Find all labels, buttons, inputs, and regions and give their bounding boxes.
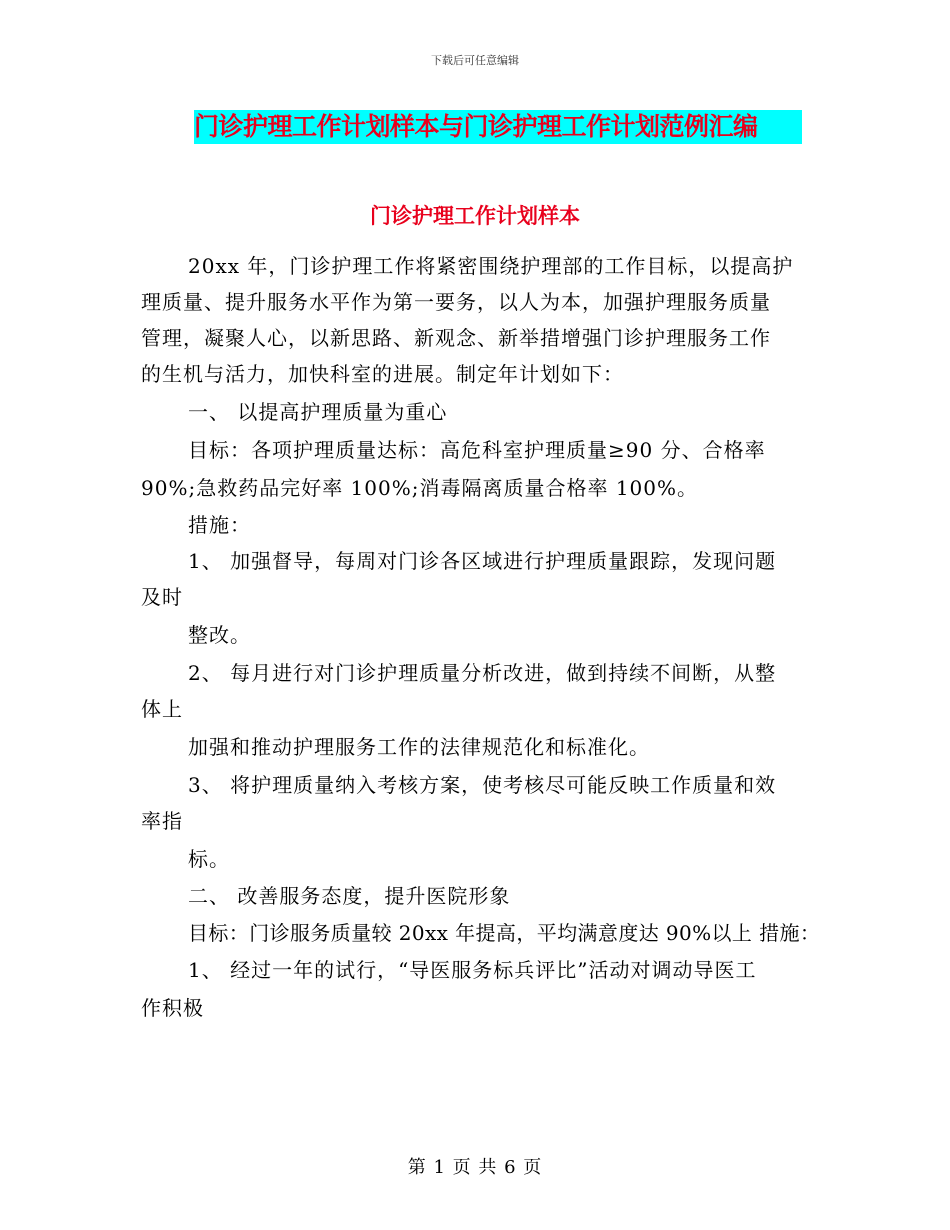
header-note: 下载后可任意编辑	[431, 54, 519, 67]
section-title: 门诊护理工作计划样本	[370, 203, 580, 228]
paragraph-line: 标。	[188, 847, 230, 871]
paragraph-line: 整改。	[188, 623, 251, 647]
paragraph-line: 目标：门诊服务质量较 20xx 年提高，平均满意度达 90%以上 措施：	[188, 921, 821, 945]
paragraph-line: 率指	[141, 809, 183, 833]
paragraph-line: 的生机与活力，加快科室的进展。制定年计划如下：	[141, 362, 624, 386]
paragraph-line: 理质量、提升服务水平作为第一要务，以人为本，加强护理服务质量	[141, 290, 771, 314]
paragraph-line: 90%;急救药品完好率 100%;消毒隔离质量合格率 100%。	[141, 476, 698, 500]
section-heading: 二、 改善服务态度，提升医院形象	[188, 884, 511, 908]
paragraph-line: 加强和推动护理服务工作的法律规范化和标准化。	[188, 735, 650, 759]
list-item: 2、 每月进行对门诊护理质量分析改进，做到持续不间断，从整	[188, 661, 777, 685]
paragraph-line: 体上	[141, 697, 183, 721]
section-heading: 一、 以提高护理质量为重心	[188, 400, 448, 424]
list-item: 1、 经过一年的试行，“导医服务标兵评比”活动对调动导医工	[188, 958, 757, 982]
list-item: 3、 将护理质量纳入考核方案，使考核尽可能反映工作质量和效	[188, 773, 777, 797]
paragraph-line: 及时	[141, 585, 183, 609]
paragraph-line: 管理，凝聚人心，以新思路、新观念、新举措增强门诊护理服务工作	[141, 326, 771, 350]
page-footer: 第 1 页 共 6 页	[407, 1157, 543, 1178]
paragraph-line: 20xx 年，门诊护理工作将紧密围绕护理部的工作目标，以提高护	[188, 254, 794, 278]
document-title: 门诊护理工作计划样本与门诊护理工作计划范例汇编	[194, 110, 802, 144]
list-item: 1、 加强督导，每周对门诊各区域进行护理质量跟踪，发现问题	[188, 549, 777, 573]
paragraph-line: 措施：	[188, 513, 251, 537]
paragraph-line: 作积极	[141, 996, 204, 1020]
paragraph-line: 目标：各项护理质量达标：高危科室护理质量≥90 分、合格率	[188, 438, 766, 462]
